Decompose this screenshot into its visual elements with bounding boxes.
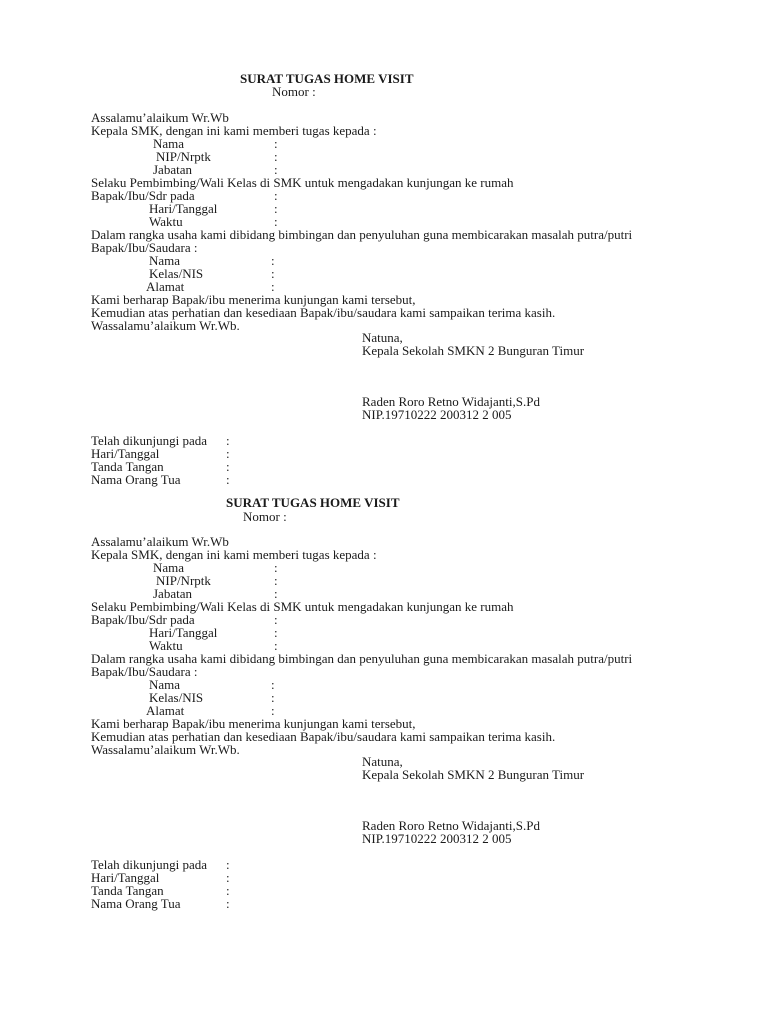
field-colon: : (226, 857, 230, 872)
field-colon: : (226, 870, 230, 885)
signature-position: Kepala Sekolah SMKN 2 Bunguran Timur (362, 343, 585, 358)
visited-field-label: Tanda Tangan (91, 459, 164, 474)
visited-field-label: Nama Orang Tua (91, 896, 181, 911)
visited-field-label: Hari/Tanggal (91, 870, 160, 885)
field-colon: : (271, 279, 275, 294)
field-colon: : (271, 266, 275, 281)
field-colon: : (226, 883, 230, 898)
field-colon: : (226, 472, 230, 487)
signature-place: Natuna, (362, 754, 403, 769)
letter-2 (0, 424, 768, 1024)
student-field-label: Nama (149, 253, 181, 268)
officer-field-label: Jabatan (153, 586, 192, 601)
field-colon: : (274, 560, 278, 575)
officer-field-label: NIP/Nrptk (156, 573, 211, 588)
field-colon: : (274, 136, 278, 151)
signature-place: Natuna, (362, 330, 403, 345)
visited-field-label: Hari/Tanggal (91, 446, 160, 461)
field-colon: : (271, 690, 275, 705)
letter-number: Nomor : (272, 84, 316, 99)
visit-field-label: Waktu (149, 214, 183, 229)
signer-nip: NIP.19710222 200312 2 005 (362, 407, 512, 422)
signer-name: Raden Roro Retno Widajanti,S.Pd (362, 394, 540, 409)
officer-field-label: Jabatan (153, 162, 192, 177)
officer-field-label: Nama (153, 136, 185, 151)
signer-nip: NIP.19710222 200312 2 005 (362, 831, 512, 846)
visit-field-label: Hari/Tanggal (149, 625, 218, 640)
visited-field-label: Telah dikunjungi pada (91, 433, 208, 448)
visited-field-label: Nama Orang Tua (91, 472, 181, 487)
purpose-text: Selaku Pembimbing/Wali Kelas di SMK untuk mengadakan kunjungan ke rumah (91, 175, 514, 190)
field-colon: : (226, 459, 230, 474)
parent-label: Bapak/Ibu/Saudara : (91, 664, 198, 679)
greeting: Assalamu’alaikum Wr.Wb (91, 534, 229, 549)
student-field-label: Nama (149, 677, 181, 692)
field-colon: : (274, 573, 278, 588)
signer-name: Raden Roro Retno Widajanti,S.Pd (362, 818, 540, 833)
visit-label: Bapak/Ibu/Sdr pada (91, 188, 195, 203)
officer-field-label: Nama (153, 560, 185, 575)
letter-title: SURAT TUGAS HOME VISIT (226, 495, 400, 510)
field-colon: : (274, 149, 278, 164)
signature-position: Kepala Sekolah SMKN 2 Bunguran Timur (362, 767, 585, 782)
hope-text: Kami berharap Bapak/ibu menerima kunjungan kami tersebut, (91, 292, 416, 307)
student-field-label: Alamat (146, 703, 185, 718)
field-colon: : (226, 433, 230, 448)
closing-text: Wassalamu’alaikum Wr.Wb. (91, 318, 240, 333)
field-colon: : (274, 214, 278, 229)
visit-label: Bapak/Ibu/Sdr pada (91, 612, 195, 627)
purpose-text: Selaku Pembimbing/Wali Kelas di SMK untuk mengadakan kunjungan ke rumah (91, 599, 514, 614)
field-colon: : (274, 638, 278, 653)
student-field-label: Kelas/NIS (149, 690, 204, 705)
greeting: Assalamu’alaikum Wr.Wb (91, 110, 229, 125)
field-colon: : (271, 253, 275, 268)
field-colon: : (271, 677, 275, 692)
field-colon: : (274, 586, 278, 601)
visited-field-label: Telah dikunjungi pada (91, 857, 208, 872)
context-text: Dalam rangka usaha kami dibidang bimbingan dan penyuluhan guna membicarakan masalah putra/putri (91, 227, 633, 242)
field-colon: : (271, 703, 275, 718)
thanks-text: Kemudian atas perhatian dan kesediaan Bapak/ibu/saudara kami sampaikan terima kasih. (91, 729, 556, 744)
letter-title: SURAT TUGAS HOME VISIT (240, 71, 414, 86)
letter-number: Nomor : (243, 509, 287, 524)
parent-label: Bapak/Ibu/Saudara : (91, 240, 198, 255)
context-text: Dalam rangka usaha kami dibidang bimbingan dan penyuluhan guna membicarakan masalah putra/putri (91, 651, 633, 666)
student-field-label: Kelas/NIS (149, 266, 204, 281)
field-colon: : (226, 446, 230, 461)
intro-text: Kepala SMK, dengan ini kami memberi tugas kepada : (91, 123, 377, 138)
visited-section-1 (0, 0, 768, 490)
field-colon: : (274, 612, 278, 627)
officer-field-label: NIP/Nrptk (156, 149, 211, 164)
field-colon: : (274, 188, 278, 203)
hope-text: Kami berharap Bapak/ibu menerima kunjungan kami tersebut, (91, 716, 416, 731)
field-colon: : (226, 896, 230, 911)
intro-text: Kepala SMK, dengan ini kami memberi tugas kepada : (91, 547, 377, 562)
visit-field-label: Hari/Tanggal (149, 201, 218, 216)
field-colon: : (274, 201, 278, 216)
student-field-label: Alamat (146, 279, 185, 294)
closing-text: Wassalamu’alaikum Wr.Wb. (91, 742, 240, 757)
visit-field-label: Waktu (149, 638, 183, 653)
thanks-text: Kemudian atas perhatian dan kesediaan Bapak/ibu/saudara kami sampaikan terima kasih. (91, 305, 556, 320)
field-colon: : (274, 625, 278, 640)
visited-field-label: Tanda Tangan (91, 883, 164, 898)
field-colon: : (274, 162, 278, 177)
